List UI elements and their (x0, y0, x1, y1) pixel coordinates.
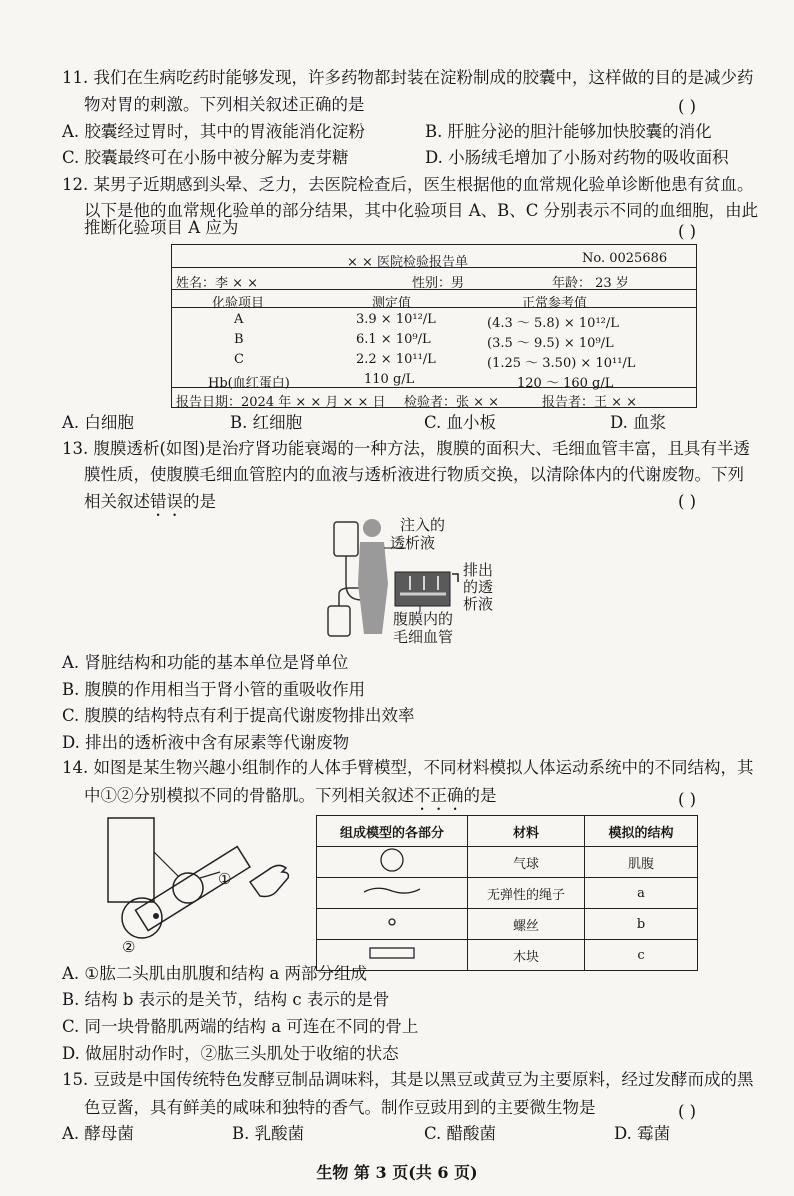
q13-stem-line2: 膜性质，使腹膜毛细血管腔内的血液与透析液进行物质交换，以清除体内的代谢废物。下列 (84, 465, 744, 484)
emphasis-word: 不正确 (414, 786, 464, 805)
table-cell: a (585, 878, 698, 909)
label-peritoneal-capillary: 腹膜内的 (393, 610, 454, 628)
q14-option-b: B. 结构 b 表示的是关节，结构 c 表示的是骨 (62, 990, 390, 1009)
q11-option-d: D. 小肠绒毛增加了小肠对药物的吸收面积 (425, 148, 729, 167)
q15-option-b: B. 乳酸菌 (232, 1124, 305, 1143)
q15-option-d: D. 霉菌 (614, 1124, 671, 1143)
page-footer: 生物 第 3 页(共 6 页) (316, 1163, 478, 1182)
q11-stem-line2: 物对胃的刺激。下列相关叙述正确的是 (84, 95, 365, 114)
report-reporter: 报告者：王 × × (542, 395, 638, 410)
q13-option-d: D. 排出的透析液中含有尿素等代谢废物 (62, 733, 350, 752)
report-number: No. 0025686 (582, 251, 668, 266)
table-row (317, 878, 698, 909)
rope-shape-icon (362, 883, 422, 899)
table-header: 组成模型的各部分 (317, 816, 468, 847)
q14-option-a: A. ①肱二头肌由肌腹和结构 a 两部分组成 (62, 964, 368, 983)
q12-option-b: B. 红细胞 (230, 413, 303, 432)
report-gender: 性别：男 (412, 276, 465, 291)
report-row-item: A (234, 312, 244, 327)
report-divider (172, 387, 696, 388)
label-muscle-1: ① (218, 870, 232, 888)
report-row-ref: 120 ～ 160 g/L (517, 376, 614, 391)
human-figure-icon (358, 519, 388, 634)
report-row-value: 6.1 × 10⁹/L (356, 332, 431, 347)
q11-option-b: B. 肝脏分泌的胆汁能够加快胶囊的消化 (425, 122, 712, 141)
label-peritoneal-capillary: 毛细血管 (393, 628, 454, 646)
table-cell: 气球 (468, 847, 585, 878)
q13-option-a: A. 肾脏结构和功能的基本单位是肾单位 (62, 653, 349, 672)
q13-answer-paren: ( ) (678, 492, 697, 511)
q14-option-d: D. 做屈肘动作时，②肱三头肌处于收缩的状态 (62, 1044, 399, 1063)
dialysate-bag-icon (334, 522, 358, 556)
q14-option-c: C. 同一块骨骼肌两端的结构 a 可连在不同的骨上 (62, 1017, 419, 1036)
report-col-item: 化验项目 (212, 296, 265, 311)
report-divider (172, 289, 696, 290)
q13-option-c: C. 腹膜的结构特点有利于提高代谢废物排出效率 (62, 706, 415, 725)
q14-stem-line2: 中①②分别模拟不同的骨骼肌。下列相关叙述不正确的是 (84, 786, 497, 805)
q11-option-a: A. 胶囊经过胃时，其中的胃液能消化淀粉 (62, 122, 365, 141)
q12-option-d: D. 血浆 (610, 413, 667, 432)
report-patient-name: 姓名：李 × × (176, 276, 259, 291)
wood-block-shape-icon (368, 946, 416, 960)
q14-stem-line1: 14. 如图是某生物兴趣小组制作的人体手臂模型，不同材料模拟人体运动系统中的不同结构，其 (62, 758, 754, 777)
q15-option-c: C. 醋酸菌 (424, 1124, 497, 1143)
report-row-ref: (4.3 ～ 5.8) × 10¹²/L (487, 316, 619, 331)
label-drained-dialysate: 析液 (463, 595, 494, 613)
q12-option-c: C. 血小板 (424, 413, 497, 432)
model-material-table (316, 815, 698, 971)
table-header: 模拟的结构 (585, 816, 698, 847)
q11-stem-line1: 11. 我们在生病吃药时能够发现，许多药物都封装在淀粉制成的胶囊中，这样做的目的是减少药 (62, 68, 754, 87)
forearm-block (135, 847, 249, 931)
screw-shape-icon (386, 916, 398, 928)
q15-stem-line2: 色豆酱，具有鲜美的咸味和独特的香气。制作豆豉用到的主要微生物是 (84, 1098, 596, 1117)
emphasis-word: 错误 (150, 492, 183, 511)
label-drained-dialysate: 的透 (463, 578, 494, 596)
table-cell: 木块 (468, 940, 585, 971)
label-injected-dialysate: 透析液 (390, 534, 436, 552)
report-row-item: C (234, 352, 244, 367)
screw-joint-icon (153, 913, 159, 919)
table-cell: 无弹性的绳子 (468, 878, 585, 909)
report-date: 报告日期：2024 年 × × 月 × × 日 (176, 395, 386, 410)
report-divider (172, 307, 696, 308)
q13-stem-line1: 13. 腹膜透析(如图)是治疗肾功能衰竭的一种方法，腹膜的面积大、毛细血管丰富，且具有半透 (62, 439, 750, 458)
table-row (317, 940, 698, 971)
table-cell: b (585, 909, 698, 940)
hand-icon (250, 865, 288, 896)
balloon-shape-icon (377, 847, 407, 873)
report-row-value: 110 g/L (364, 372, 415, 387)
report-row-item: B (234, 332, 244, 347)
table-row (317, 909, 698, 940)
q12-stem-line3: 推断化验项目 A 应为 (84, 218, 239, 237)
report-row-value: 3.9 × 10¹²/L (356, 312, 436, 327)
q11-option-c: C. 胶囊最终可在小肠中被分解为麦芽糖 (62, 148, 349, 167)
collection-bag-icon (328, 606, 350, 636)
q13-stem-line3: 相关叙述错误的是 (84, 492, 216, 511)
q12-stem-line1: 12. 某男子近期感到头晕、乏力，去医院检查后，医生根据他的血常规化验单诊断他患有贫血。 (62, 175, 754, 194)
peritoneum-detail (395, 572, 450, 606)
label-muscle-2: ② (122, 938, 136, 956)
report-divider (172, 267, 696, 268)
table-cell: 螺丝 (468, 909, 585, 940)
q13-option-b: B. 腹膜的作用相当于肾小管的重吸收作用 (62, 680, 366, 699)
q15-stem-line1: 15. 豆豉是中国传统特色发酵豆制品调味料，其是以黑豆或黄豆为主要原料，经过发酵而成的黑 (62, 1070, 754, 1089)
report-row-value: 2.2 × 10¹¹/L (356, 352, 436, 367)
q15-option-a: A. 酵母菌 (62, 1124, 134, 1143)
lab-report (171, 244, 697, 408)
upper-arm-block (108, 818, 154, 902)
table-cell: 肌腹 (585, 847, 698, 878)
report-col-ref: 正常参考值 (522, 296, 588, 311)
report-hospital: × × 医院检验报告单 (347, 255, 469, 270)
table-cell: c (585, 940, 698, 971)
label-drained-dialysate: 排出 (463, 561, 494, 579)
label-injected-dialysate: 注入的 (400, 516, 446, 534)
report-row-item: Hb(血红蛋白) (208, 376, 290, 391)
q14-answer-paren: ( ) (678, 790, 697, 809)
report-row-ref: (1.25 ～ 3.50) × 10¹¹/L (487, 356, 636, 371)
q12-answer-paren: ( ) (678, 222, 697, 241)
q12-stem-line2: 以下是他的血常规化验单的部分结果，其中化验项目 A、B、C 分别表示不同的血细胞，由此 (84, 201, 759, 220)
report-inspector: 检验者：张 × × (404, 395, 500, 410)
report-col-value: 测定值 (372, 296, 412, 311)
report-row-ref: (3.5 ～ 9.5) × 10⁹/L (487, 336, 614, 351)
report-age: 年龄： 23 岁 (552, 276, 629, 291)
q15-answer-paren: ( ) (678, 1102, 697, 1121)
q11-answer-paren: ( ) (678, 97, 697, 116)
table-row (317, 847, 698, 878)
q12-option-a: A. 白细胞 (62, 413, 134, 432)
table-header: 材料 (468, 816, 585, 847)
